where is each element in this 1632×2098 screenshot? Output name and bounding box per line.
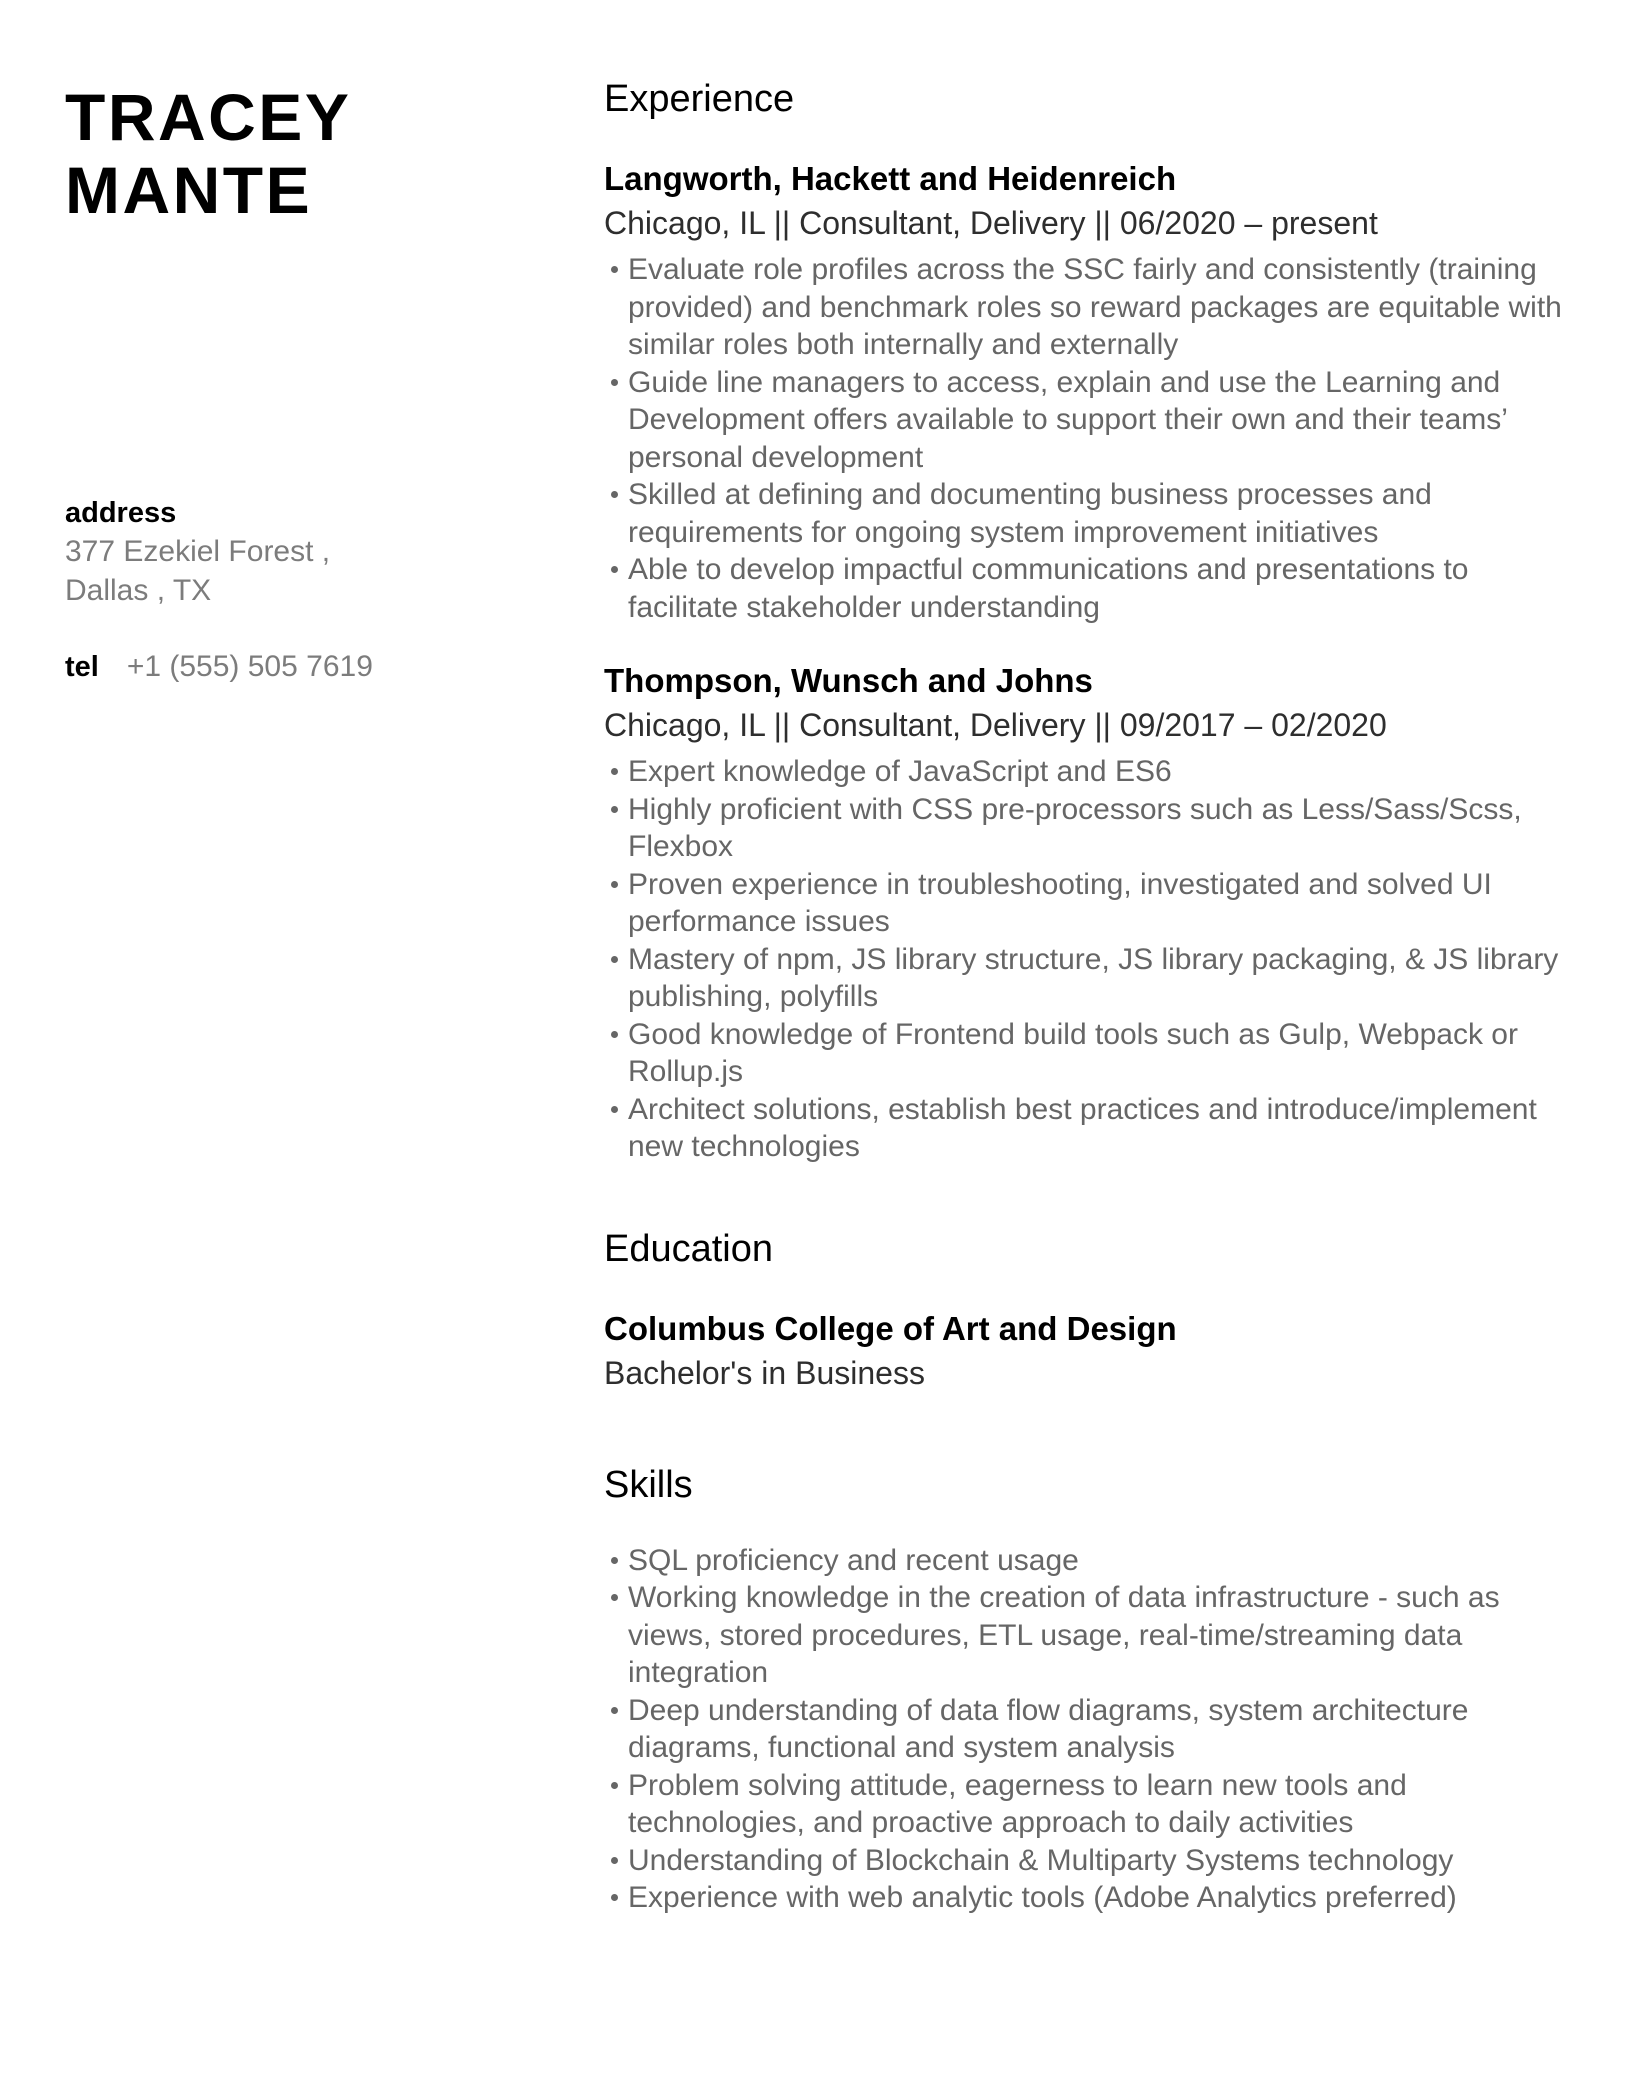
job-company: Langworth, Hackett and Heidenreich <box>604 160 1177 197</box>
bullet-item: Skilled at defining and documenting business processes and requirements for ongoing system improvement initiatives <box>604 476 1579 551</box>
bullet-item: Architect solutions, establish best practices and introduce/implement new technologies <box>604 1091 1579 1166</box>
bullet-item: Mastery of npm, JS library structure, JS library packaging, & JS library publishing, polyfills <box>604 941 1579 1016</box>
bullet-item: Problem solving attitude, eagerness to learn new tools and technologies, and proactive approach to daily activities <box>604 1767 1579 1842</box>
candidate-name <box>65 81 545 227</box>
candidate-name-line2: MANTE <box>65 153 313 227</box>
job-bullet-list <box>604 753 1579 1166</box>
job-bullet-list <box>604 251 1579 626</box>
job-meta: Chicago, IL || Consultant, Delivery || 06/2020 – present <box>604 205 1378 241</box>
skills-bullet-list <box>604 1542 1579 1917</box>
job-company: Thompson, Wunsch and Johns <box>604 662 1093 699</box>
bullet-item: SQL proficiency and recent usage <box>604 1542 1579 1580</box>
address-label: address <box>65 497 177 529</box>
bullet-item: Deep understanding of data flow diagrams, system architecture diagrams, functional and system analysis <box>604 1692 1579 1767</box>
section-heading-experience: Experience <box>604 78 795 120</box>
address-line2: Dallas , TX <box>65 574 212 607</box>
tel-value: +1 (555) 505 7619 <box>126 650 373 683</box>
bullet-item: Good knowledge of Frontend build tools such as Gulp, Webpack or Rollup.js <box>604 1016 1579 1091</box>
tel-label: tel <box>65 651 99 683</box>
education-school: Columbus College of Art and Design <box>604 1309 1177 1347</box>
bullet-item: Experience with web analytic tools (Adobe Analytics preferred) <box>604 1879 1579 1917</box>
bullet-item: Able to develop impactful communications and presentations to facilitate stakeholder understanding <box>604 551 1579 626</box>
main-column <box>604 0 1579 1917</box>
tel-row <box>65 650 545 684</box>
bullet-item: Highly proficient with CSS pre-processors such as Less/Sass/Scss, Flexbox <box>604 791 1579 866</box>
education-degree: Bachelor's in Business <box>604 1354 925 1391</box>
job-meta: Chicago, IL || Consultant, Delivery || 09/2017 – 02/2020 <box>604 707 1387 743</box>
address-line1: 377 Ezekiel Forest , <box>65 535 331 568</box>
section-heading-education: Education <box>604 1227 774 1270</box>
sidebar <box>65 0 545 684</box>
job-entry <box>604 661 1579 1166</box>
candidate-name-line1: TRACEY <box>65 80 352 154</box>
section-heading-skills: Skills <box>604 1463 693 1506</box>
bullet-item: Understanding of Blockchain & Multiparty Systems technology <box>604 1842 1579 1880</box>
bullet-item: Expert knowledge of JavaScript and ES6 <box>604 753 1579 791</box>
bullet-item: Proven experience in troubleshooting, investigated and solved UI performance issues <box>604 866 1579 941</box>
bullet-item: Working knowledge in the creation of data infrastructure - such as views, stored procedures, ETL usage, real-time/streaming data integration <box>604 1579 1579 1692</box>
job-entry <box>604 159 1579 626</box>
bullet-item: Guide line managers to access, explain and use the Learning and Development offers available to support their own and their teams’ personal development <box>604 364 1579 477</box>
bullet-item: Evaluate role profiles across the SSC fairly and consistently (training provided) and benchmark roles so reward packages are equitable with similar roles both internally and externally <box>604 251 1579 364</box>
